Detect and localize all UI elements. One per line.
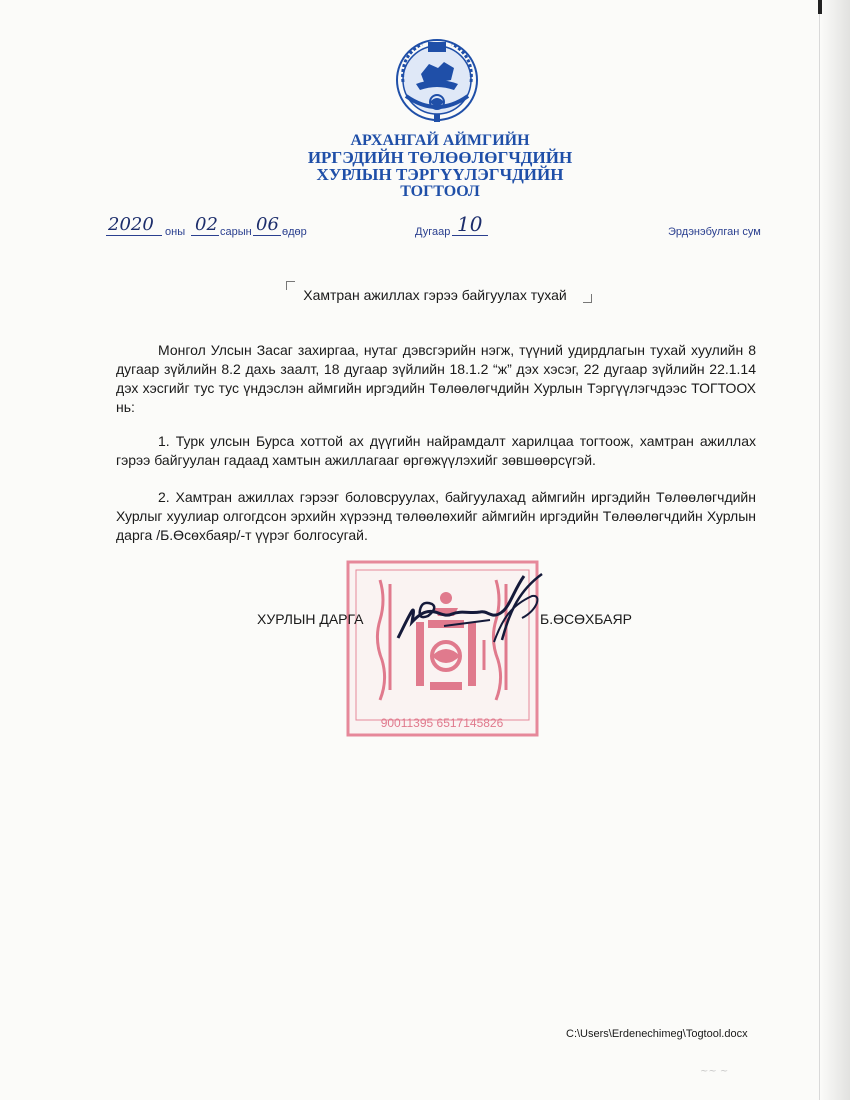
date-month-suffix: сарын	[220, 226, 252, 238]
decree-number: 10	[457, 212, 483, 236]
date-line	[0, 212, 850, 242]
header-line-1: АРХАНГАЙ АЙМГИЙН	[350, 132, 530, 149]
location: Эрдэнэбулган сум	[668, 226, 761, 238]
resolution-item-2: 2. Хамтран ажиллах гэрээг боловсруулах, байгуулахад аймгийн иргэдийн Төлөөлөгчдийн Хурлыг хуулиар олгогдсон эрхийн хүрээнд төлөөлөхийг аймгийн иргэдийн Төлөөлөгчдийн Хурлын дарга /Б.Өсөхбаяр/-т үүрэг болгосугай.	[116, 489, 756, 543]
stamp-numbers: 90011395 6517145826	[380, 716, 504, 730]
signatory-title: ХУРЛЫН ДАРГА	[257, 611, 364, 627]
date-month: 02	[195, 214, 218, 235]
document-subject: Хамтран ажиллах гэрээ байгуулах тухай	[303, 287, 567, 303]
resolution-item-1: 1. Турк улсын Бурса хоттой ах дүүгийн найрамдалт харилцаа тогтоож, хамтран ажиллах гэрээ байгуулан гадаад хамтын ажиллагааг өргөжүүлэхийг зөвшөөрсүгэй.	[116, 433, 756, 468]
date-day: 06	[256, 214, 279, 235]
signatory-name: Б.ӨСӨХБАЯР	[540, 611, 632, 627]
bleed-through-mark: ~~ ~	[700, 1066, 729, 1077]
number-label: Дугаар	[415, 226, 451, 238]
header-line-2: ИРГЭДИЙН ТӨЛӨӨЛӨГЧДИЙН	[307, 148, 573, 167]
date-year-suffix: оны	[165, 226, 186, 238]
date-year-underline	[106, 235, 162, 236]
date-month-underline	[191, 235, 219, 236]
handwritten-signature	[392, 570, 554, 648]
date-day-suffix: өдөр	[282, 226, 307, 238]
date-year: 2020	[108, 214, 154, 235]
staple-mark	[818, 0, 822, 14]
footer-file-path: C:\Users\Erdenechimeg\Togtool.docx	[566, 1028, 748, 1040]
mongolia-state-emblem-icon	[394, 36, 480, 126]
body-intro-paragraph: Монгол Улсын Засаг захиргаа, нутаг дэвсгэрийн нэгж, түүний удирдлагын тухай хуулийн 8 дугаар зүйлийн 8.2 дахь заалт, 18 дугаар зүйлийн 18.1.2 “ж” дэх хэсэг, 22 дугаар зүйлийн 22.1.14 дэх хэсгийг тус тус үндэслэн аймгийн иргэдийн Төлөөлөгчдийн Хурлын Тэргүүлэгчдээс ТОГТООХ нь:	[116, 342, 756, 415]
header-line-4: ТОГТООЛ	[400, 183, 480, 200]
header-line-3: ХУРЛЫН ТЭРГҮҮЛЭГЧДИЙН	[316, 165, 564, 184]
date-day-underline	[253, 235, 281, 236]
decree-number-underline	[452, 235, 488, 236]
